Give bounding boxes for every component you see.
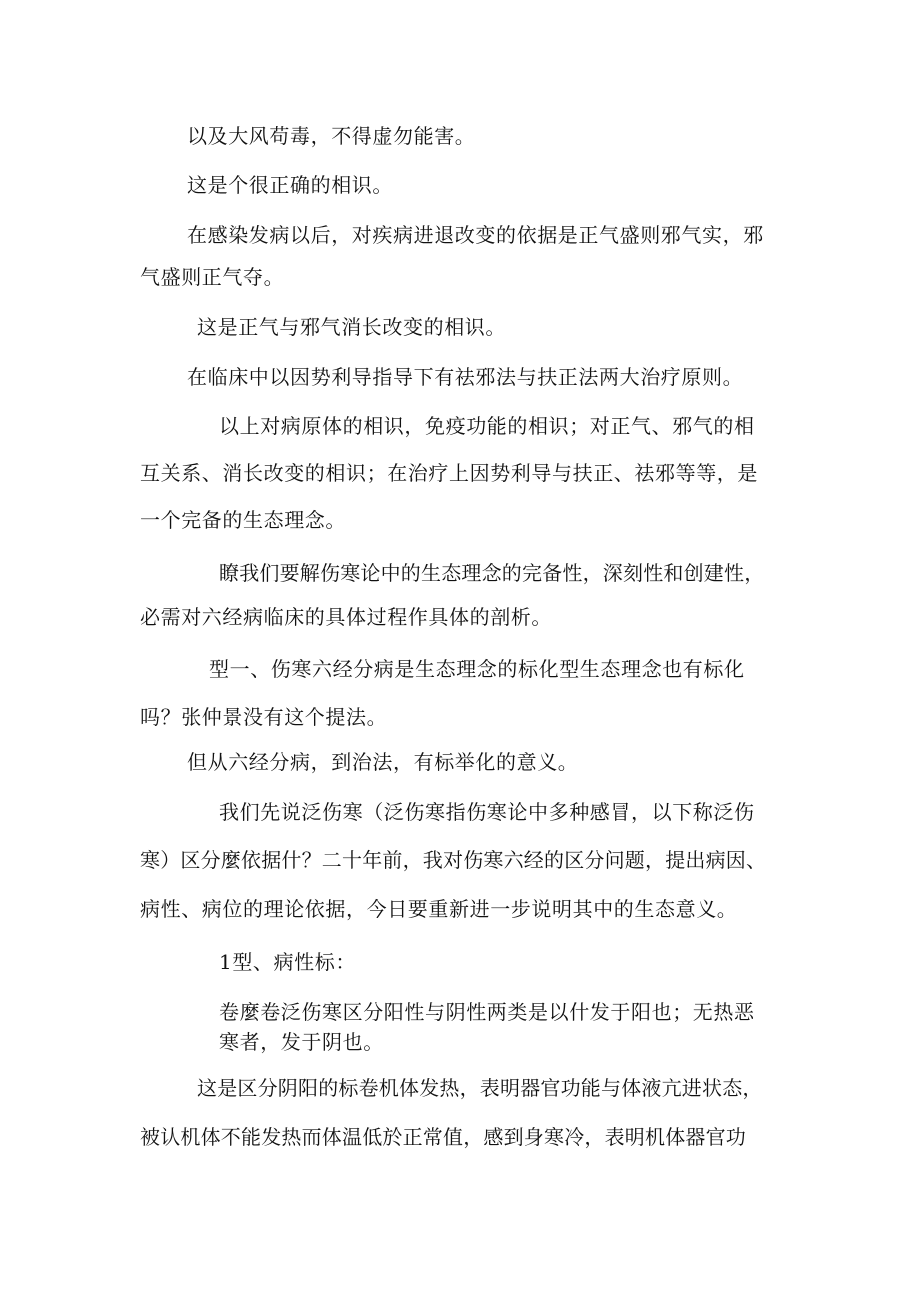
text-line-6: 在临床中以因势利导指导下有祛邪法与扶正法两大治疗原则。 [187,365,744,389]
text-line-19: 卷麼卷泛伤寒区分阳性与阴性两类是以什发于阳也；无热恶 [219,1000,755,1024]
text-line-13: 吗？张仲景没有这个提法。 [140,705,388,729]
text-line-14: 但从六经分病，到治法，有标举化的意义。 [187,750,579,774]
text-line-9: 一个完备的生态理念。 [140,508,346,532]
text-line-18: 1型、病性标： [219,950,356,974]
text-line-16: 寒）区分麼依据什？二十年前，我对伤寒六经的区分问题，提出病因、 [140,848,767,872]
text-line-22: 被认机体不能发热而体温低於正常值，感到身寒冷，表明机体器官功 [140,1125,746,1149]
text-line-8: 互关系、消长改变的相识；在治疗上因势利导与扶正、祛邪等等，是 [140,461,758,485]
text-line-11: 必需对六经病临床的具体过程作具体的剖析。 [140,605,552,629]
text-line-2: 这是个很正确的相识。 [187,173,393,197]
text-line-20: 寒者，发于阴也。 [219,1030,384,1054]
text-line-5: 这是正气与邪气消长改变的相识。 [197,315,506,339]
text-line-17: 病性、病位的理论依据，今日要重新进一步说明其中的生态意义。 [140,897,738,921]
text-line-7: 以上对病原体的相识，免疫功能的相识；对正气、邪气的相 [219,414,755,438]
text-line-15: 我们先说泛伤寒（泛伤寒指伤寒论中多种感冒，以下称泛伤 [219,800,755,824]
text-line-12: 型一、伤寒六经分病是生态理念的标化型生态理念也有标化 [209,657,745,681]
text-line-3: 在感染发病以后，对疾病进退改变的依据是正气盛则邪气实，邪 [187,223,764,247]
text-line-10: 瞭我们要解伤寒论中的生态理念的完备性，深刻性和创建性， [219,561,765,585]
text-line-21: 这是区分阴阳的标卷机体发热，表明器官功能与体液亢进状态， [197,1076,763,1100]
text-line-4: 气盛则正气夺。 [140,265,285,289]
text-line-1: 以及大风苟毒，不得虚勿能害。 [187,124,476,148]
